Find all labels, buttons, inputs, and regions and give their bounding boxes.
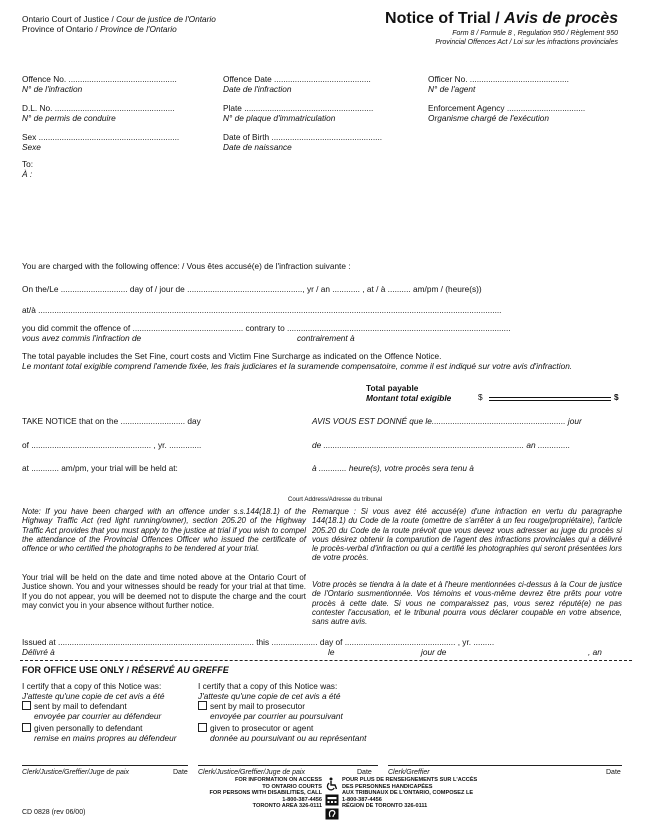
total-payable-note: The total payable includes the Set Fine, court costs and Victim Fine Surcharge as indicated on the Offence Notice. — [22, 351, 442, 361]
total-payable-label-fr: Montant total exigible — [366, 393, 452, 403]
to-label: To: — [22, 159, 34, 169]
total-payable-amount-underline — [489, 400, 611, 401]
trial-time-line-fr[interactable]: à ............ heure(s), votre procès sera tenu à — [312, 463, 474, 473]
personal-defendant-checkbox[interactable] — [22, 723, 31, 732]
contrary-label-fr: contrairement à — [297, 333, 355, 343]
signature-line-2[interactable] — [198, 765, 378, 766]
trial-time-line[interactable]: at ............ am/pm, your trial will be held at: — [22, 463, 178, 473]
total-payable-note-fr: Le montant total exigible comprend l'amende fixée, les frais judiciares et la suramende compensatoire, comme il est indiqué sur votre avis d'infraction. — [22, 361, 573, 371]
commit-label-fr: vous avez commis l'infraction de — [22, 333, 142, 343]
certify-right: I certify that a copy of this Notice was: — [198, 681, 338, 691]
jour-de-label-fr: jour de — [421, 647, 447, 657]
certify-left-fr: J'atteste qu'une copie de cet avis a été — [22, 691, 165, 701]
given-prosecutor-checkbox[interactable] — [198, 723, 207, 732]
le-label-fr: le — [328, 647, 335, 657]
tty-icon — [325, 794, 339, 806]
sex-field[interactable]: Sex ............................................................. — [22, 132, 180, 142]
mail-defendant-option[interactable]: sent by mail to defendant — [22, 701, 127, 711]
date-label-1: Date — [173, 769, 188, 776]
access-info-english: FOR INFORMATION ON ACCESS TO ONTARIO COURTS FOR PERSONS WITH DISABILITIES, CALL 1-800-387-4456 TORONTO AREA 326-0111 — [209, 777, 322, 810]
plate-field[interactable]: Plate ........................................................ — [223, 103, 374, 113]
trial-info-english: Your trial will be held on the date and time noted above at the Ontario Court of Justice shown. You and your witnesses should be ready for your trial at that time. If you do not appear, you will be deemed not to dispute the charge and the court may convict you in your absence without further notice. — [22, 573, 306, 610]
offence-date-label-fr: Date de l'infraction — [223, 84, 292, 94]
given-prosecutor-option[interactable]: given to prosecutor or agent — [198, 723, 313, 733]
given-prosecutor-fr: donnée au poursuivant ou au représentant — [210, 733, 367, 743]
issued-label-fr: Délivré à — [22, 647, 55, 657]
signature-line-3[interactable] — [388, 765, 622, 766]
enforcement-agency-field[interactable]: Enforcement Agency .................................. — [428, 103, 586, 113]
date-label-2: Date — [357, 769, 372, 776]
court-name: Ontario Court of Justice / Cour de justice de l'Ontario — [22, 14, 216, 24]
access-info-french: POUR PLUS DE RENSEIGNEMENTS SUR L'ACCÈS DES PERSONNES HANDICAPÉES AUX TRIBUNAUX DE L'ONTARIO, COMPOSEZ LE 1-800-387-4456 RÉGION DE TORONTO 326-0111 — [342, 777, 478, 810]
dob-field[interactable]: Date of Birth ................................................ — [223, 132, 383, 142]
trial-month-line[interactable]: of .................................................... , yr. .............. — [22, 440, 202, 450]
hearing-ear-icon — [325, 808, 339, 820]
mail-defendant-checkbox[interactable] — [22, 701, 31, 710]
mail-prosecutor-fr: envoyée par courrier au poursuivant — [210, 711, 343, 721]
offence-no-field[interactable]: Offence No. ............................................... — [22, 74, 177, 84]
province-name: Province of Ontario / Province de l'Ontario — [22, 24, 177, 34]
officer-no-field[interactable]: Officer No. ........................................... — [428, 74, 569, 84]
personal-defendant-fr: remise en mains propres au défendeur — [34, 733, 177, 743]
clerk-justice-label-2: Clerk/Justice/Greffier/Juge de paix — [198, 769, 305, 776]
personal-defendant-option[interactable]: given personally to defendant — [22, 723, 142, 733]
total-payable-label: Total payable — [366, 383, 419, 393]
issued-line[interactable]: Issued at ..................................................................................... this .................... day of ................................................ , yr. ......... — [22, 637, 495, 647]
offence-no-label-fr: N° de l'infraction — [22, 84, 83, 94]
officer-no-label-fr: N° de l'agent — [428, 84, 476, 94]
plate-label-fr: N° de plaque d'immatriculation — [223, 113, 336, 123]
form-title: Notice of Trial / Avis de procès — [385, 10, 618, 27]
offence-description-line[interactable]: you did commit the offence of ................................................ contrary to ................................................................................................. — [22, 323, 511, 333]
offence-date-field[interactable]: Offence Date .......................................... — [223, 74, 371, 84]
dob-label-fr: Date de naissance — [223, 142, 292, 152]
office-use-title: FOR OFFICE USE ONLY / RÉSERVÉ AU GREFFE — [22, 665, 229, 675]
dl-no-field[interactable]: D.L. No. .................................................... — [22, 103, 175, 113]
mail-prosecutor-checkbox[interactable] — [198, 701, 207, 710]
note-english: Note: If you have been charged with an offence under s.s.144(18.1) of the Highway Traffic Act (red light running/owner), section 205.20 of the Highway Traffic Act provides that you must apply to the justice at trial if you wish to compel the attendance of the Provincial Offences Officer who issued the certificate of offence or who certified the photographs to be tendered at your trial. — [22, 507, 306, 554]
mail-defendant-fr: envoyée par courrier au défendeur — [34, 711, 162, 721]
total-payable-amount-line[interactable] — [489, 397, 611, 398]
trial-day-line-fr[interactable]: AVIS VOUS EST DONNÉ que le.......................................................... jour — [312, 416, 582, 426]
act-name: Provincial Offences Act / Loi sur les infractions provinciales — [435, 39, 618, 46]
trial-info-french: Votre procès se tiendra à la date et à l'heure mentionnées ci-dessus à la Cour de justice de l'Ontario susmentionnée. Vos témoins et vous-même devrez être prêts pour votre procès à cette date. Si vous ne comparaissez pas, vous serez réputé(e) ne pas contester l'accusation, et le tribunal pourra vous déclarer coupable en votre absence, sans autre avis. — [312, 580, 622, 627]
clerk-justice-label-1: Clerk/Justice/Greffier/Juge de paix — [22, 769, 129, 776]
trial-day-line[interactable]: TAKE NOTICE that on the ............................ day — [22, 416, 201, 426]
form-code: CD 0828 (rev 06/00) — [22, 809, 86, 816]
certify-right-fr: J'atteste qu'une copie de cet avis a été — [198, 691, 341, 701]
dl-no-label-fr: N° de permis de conduire — [22, 113, 116, 123]
offence-location-line[interactable]: at/à ......................................................................................................................................................................................................... — [22, 305, 502, 315]
dollar-sign-left: $ — [478, 392, 483, 402]
note-french: Remarque : Si vous avez été accusé(e) d'une infraction en vertu du paragraphe 144(18.1) du Code de la route (omettre de s'arrêter à un feu rouge/propriétaire), l'article 205.20 du Code de la route prévoit que vous devez vous adresser au juge du procès si vous désirez obtenir la comparution de l'agent des infractions provinciales qui a délivré le procès-verbal d'infraction ou qui a certifié les photographies qui seront présentées lors de votre procès. — [312, 507, 622, 563]
offence-datetime-line[interactable]: On the/Le ............................. day of / jour de .................................................., yr / an ............ , at / à .......... am/pm / (heure(s)) — [22, 284, 482, 294]
trial-month-line-fr[interactable]: de ....................................................................................... an .............. — [312, 440, 571, 450]
signature-line-1[interactable] — [22, 765, 188, 766]
date-label-3: Date — [606, 769, 621, 776]
to-label-fr: À : — [22, 169, 33, 179]
form-number: Form 8 / Formule 8 , Regulation 950 / Règlement 950 — [452, 30, 618, 37]
court-address-label: Court Address/Adresse du tribunal — [287, 496, 383, 503]
office-divider — [20, 660, 632, 661]
wheelchair-icon — [325, 777, 339, 791]
enforcement-agency-label-fr: Organisme chargé de l'exécution — [428, 113, 550, 123]
dollar-sign-right: $ — [614, 392, 619, 402]
charge-intro: You are charged with the following offence: / Vous êtes accusé(e) de l'infraction suivante : — [22, 261, 351, 271]
mail-prosecutor-option[interactable]: sent by mail to prosecutor — [198, 701, 305, 711]
clerk-label: Clerk/Greffier — [388, 769, 430, 776]
certify-left: I certify that a copy of this Notice was: — [22, 681, 162, 691]
sex-label-fr: Sexe — [22, 142, 41, 152]
an-label-fr: , an — [588, 647, 602, 657]
